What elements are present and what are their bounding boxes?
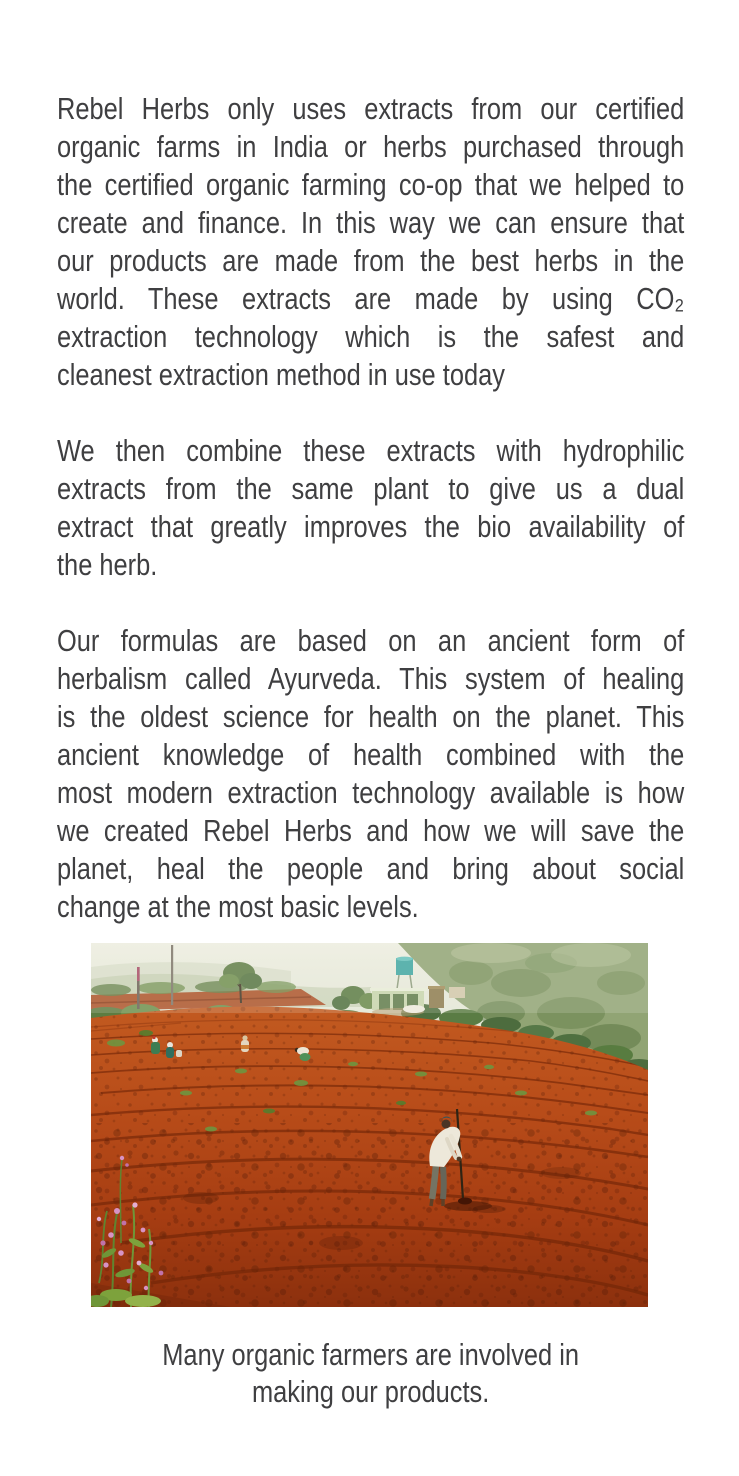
text-line: is the oldest science for health on the planet. This <box>57 699 685 734</box>
text-line: ancient knowledge of health combined with the <box>57 737 685 772</box>
text-line: extracts from the same plant to give us a dual <box>57 471 685 506</box>
paragraph-3 <box>57 622 684 926</box>
paragraph-2 <box>57 432 684 584</box>
caption-line: making our products. <box>251 1374 490 1409</box>
text-line: change at the most basic levels. <box>57 889 419 924</box>
text-line: cleanest extraction method in use today <box>57 357 505 392</box>
text-line: extraction technology which is the safest and <box>57 319 685 354</box>
text-line: the herb. <box>57 547 158 582</box>
paragraph-1 <box>57 90 684 394</box>
text-line: the certified organic farming co-op that we helped to <box>57 167 685 202</box>
photo-caption <box>57 1336 684 1410</box>
caption-line: Many organic farmers are involved in <box>162 1337 580 1372</box>
text-line: herbalism called Ayurveda. This system of healing <box>57 661 685 696</box>
text-line: we created Rebel Herbs and how we will save the <box>57 813 685 848</box>
text-line: create and finance. In this way we can ensure that <box>57 205 685 240</box>
text-line: planet, heal the people and bring about social <box>57 851 685 886</box>
text-line: Our formulas are based on an ancient form of <box>57 623 685 658</box>
haze-overlay <box>91 943 648 1013</box>
field <box>91 1003 648 1307</box>
text-line: extract that greatly improves the bio availability of <box>57 509 685 544</box>
text-line: Rebel Herbs only uses extracts from our certified <box>57 91 685 126</box>
farm-photo <box>91 943 648 1307</box>
text-line: most modern extraction technology available is how <box>57 775 685 810</box>
text-line: We then combine these extracts with hydrophilic <box>57 433 685 468</box>
text-line: organic farms in India or herbs purchased through <box>57 129 685 164</box>
body-text <box>57 90 684 964</box>
text-line: our products are made from the best herbs in the <box>57 243 685 278</box>
text-line: world. These extracts are made by using CO₂ <box>57 281 685 316</box>
